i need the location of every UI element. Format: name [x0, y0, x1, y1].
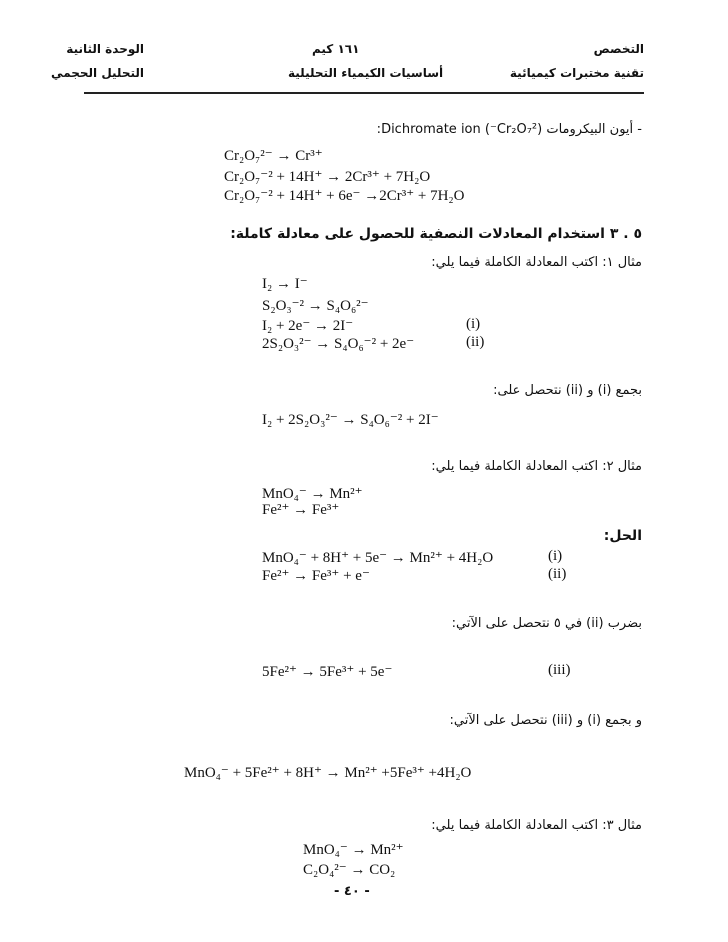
- example2-eq-4: Fe²⁺ → Fe³⁺ + e⁻: [262, 568, 370, 584]
- example1-eq-2: S₂O₃⁻² → S₄O₆²⁻: [262, 298, 369, 314]
- example1-eq-3: I₂ + 2e⁻ → 2I⁻: [262, 318, 354, 334]
- example1-eq-3-tag: (i): [466, 316, 481, 332]
- example2-solution-label: الحل:: [603, 528, 642, 544]
- example2-eq-5-tag: (iii): [548, 662, 571, 678]
- example2-eq-3: MnO₄⁻ + 8H⁺ + 5e⁻ → Mn²⁺ + 4H₂O: [262, 550, 494, 566]
- example2-prompt: مثال ٢: اكتب المعادلة الكاملة فيما يلي:: [431, 459, 642, 474]
- section-heading: ٥ . ٣ استخدام المعادلات النصفية للحصول على معادلة كاملة:: [230, 226, 642, 242]
- dichromate-eq-2: Cr₂O₇⁻² + 14H⁺ → 2Cr³⁺ + 7H₂O: [224, 169, 431, 185]
- example2-eq-1: MnO₄⁻ → Mn²⁺: [262, 486, 363, 502]
- header-course: أساسيات الكيمياء التحليلية: [288, 66, 444, 80]
- example1-eq-1: I₂ → I⁻: [262, 276, 308, 292]
- example3-eq-1: MnO₄⁻ → Mn²⁺: [303, 842, 404, 858]
- example1-prompt: مثال ١: اكتب المعادلة الكاملة فيما يلي:: [431, 255, 642, 270]
- dichromate-eq-1: Cr₂O₇²⁻ → Cr³⁺: [224, 148, 323, 164]
- dichromate-eq-3: Cr₂O₇⁻² + 14H⁺ + 6e⁻ →2Cr³⁺ + 7H₂O: [224, 188, 465, 204]
- example2-eq-4-tag: (ii): [548, 566, 567, 582]
- dichromate-title: - أيون البيكرومات (Cr₂O₇²⁻) Dichromate ion:: [376, 122, 642, 137]
- example3-eq-2: C₂O₄²⁻ → CO₂: [303, 862, 396, 878]
- page-number: - ٤٠ -: [334, 884, 370, 899]
- example2-eq-2: Fe²⁺ → Fe³⁺: [262, 502, 340, 518]
- example2-multiply: بضرب (ii) في ٥ نتحصل على الآتي:: [451, 616, 642, 631]
- example2-eq-5: 5Fe²⁺ → 5Fe³⁺ + 5e⁻: [262, 664, 393, 680]
- example1-combine: بجمع (i) و (ii) نتحصل على:: [493, 383, 642, 398]
- example2-eq-3-tag: (i): [548, 548, 563, 564]
- example1-eq-4: 2S₂O₃²⁻ → S₄O₆⁻² + 2e⁻: [262, 336, 415, 352]
- header-subject: التحليل الحجمي: [51, 66, 144, 80]
- header-rule: [84, 92, 644, 94]
- header-major-label: التخصص: [593, 42, 644, 56]
- example3-prompt: مثال ٣: اكتب المعادلة الكاملة فيما يلي:: [431, 818, 642, 833]
- header-code: ١٦١ كيم: [312, 42, 360, 56]
- header-major: تقنية مختبرات كيميائية: [509, 66, 644, 80]
- example1-eq-4-tag: (ii): [466, 334, 485, 350]
- example2-combine: و بجمع (i) و (iii) نتحصل على الآتي:: [449, 713, 642, 728]
- header-unit: الوحدة الثانية: [66, 42, 144, 56]
- example1-result: I₂ + 2S₂O₃²⁻ → S₄O₆⁻² + 2I⁻: [262, 412, 439, 428]
- example2-result: MnO₄⁻ + 5Fe²⁺ + 8H⁺ → Mn²⁺ +5Fe³⁺ +4H₂O: [184, 765, 472, 781]
